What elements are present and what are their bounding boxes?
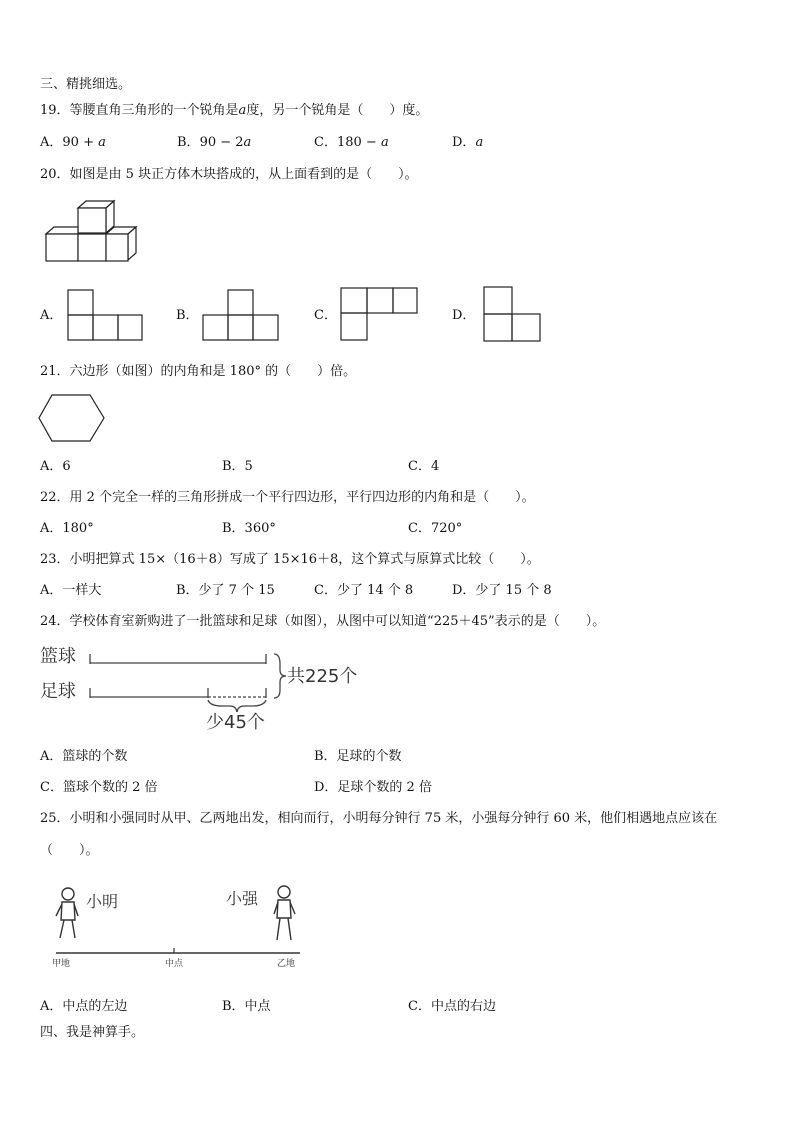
q20-option-c-figure[interactable] <box>339 286 421 344</box>
q24-option-c[interactable]: C．篮球个数的 2 倍 <box>40 780 158 795</box>
option-label: A． <box>40 135 63 150</box>
q23-option-a[interactable]: A．一样大 <box>40 583 102 598</box>
q20-option-c-label[interactable]: C． <box>314 308 337 323</box>
q20-option-b-label[interactable]: B． <box>176 308 199 323</box>
q24-less-label: 少45个 <box>206 712 265 732</box>
q21-option-c[interactable]: C．4 <box>408 459 440 474</box>
q21-option-a[interactable]: A．6 <box>40 459 71 474</box>
q19-stem-part2: 度，另一个锐角是（ ）度。 <box>246 103 429 118</box>
q24-line-diagram <box>38 642 368 732</box>
section-3-heading: 三、精挑细选。 <box>40 77 132 92</box>
q19-option-c[interactable] <box>314 135 389 151</box>
q19-stem-part1: 19．等腰直角三角形的一个锐角是 <box>40 103 239 118</box>
option-label: D． <box>452 135 476 150</box>
q20-option-a-figure[interactable] <box>66 288 144 344</box>
question-19-stem <box>40 103 428 119</box>
midpoint-label: 中点 <box>165 959 184 969</box>
q19-option-d[interactable] <box>452 135 483 151</box>
option-expr: 90 − 2 <box>199 135 244 150</box>
q22-option-c[interactable]: C．720° <box>408 521 463 536</box>
q23-option-d[interactable]: D．少了 15 个 8 <box>452 583 552 598</box>
option-var: a <box>475 135 484 150</box>
q19-option-a[interactable] <box>40 135 106 151</box>
q24-football-label: 足球 <box>40 681 76 702</box>
q24-option-d[interactable]: D．足球个数的 2 倍 <box>314 780 432 795</box>
xiaoqiang-label: 小强 <box>226 889 259 908</box>
q24-basketball-label: 篮球 <box>40 646 76 667</box>
option-label: B． <box>177 135 200 150</box>
xiaoming-figure-icon <box>56 888 78 938</box>
q23-option-c[interactable]: C．少了 14 个 8 <box>314 583 414 598</box>
option-var: a <box>380 135 389 150</box>
q25-option-a[interactable]: A．中点的左边 <box>40 999 128 1014</box>
q25-route-diagram <box>48 880 308 970</box>
q21-option-b[interactable]: B．5 <box>222 459 253 474</box>
q22-option-a[interactable]: A．180° <box>40 521 94 536</box>
q19-variable: a <box>238 103 247 118</box>
section-4-heading: 四、我是神算手。 <box>40 1025 145 1040</box>
q20-option-d-label[interactable]: D． <box>452 308 476 323</box>
q25-option-b[interactable]: B．中点 <box>222 999 271 1014</box>
option-var: a <box>243 135 252 150</box>
question-22-stem: 22．用 2 个完全一样的三角形拼成一个平行四边形，平行四边形的内角和是（ ）。 <box>40 490 535 505</box>
q24-total-label: 共225个 <box>287 666 358 687</box>
q24-option-a[interactable]: A．篮球的个数 <box>40 749 128 764</box>
question-25-stem: 25．小明和小强同时从甲、乙两地出发，相向而行，小明每分钟行 75 米，小强每分钟行 60 米，他们相遇地点应该在 <box>40 811 718 826</box>
jia-point-label: 甲地 <box>52 959 71 969</box>
question-21-stem: 21．六边形（如图）的内角和是 180° 的（ ）倍。 <box>40 364 357 379</box>
q19-option-b[interactable] <box>177 135 251 151</box>
xiaoming-label: 小明 <box>86 892 119 911</box>
q21-hexagon-figure <box>37 393 107 445</box>
option-label: C． <box>314 135 337 150</box>
option-expr: 90 + <box>62 135 99 150</box>
q20-option-b-figure[interactable] <box>201 288 281 344</box>
q20-cube-figure <box>40 198 140 268</box>
q20-option-a-label[interactable]: A． <box>40 308 63 323</box>
question-24-stem: 24．学校体育室新购进了一批篮球和足球（如图），从图中可以知道“225＋45”表示的是（ ）。 <box>40 614 606 629</box>
q22-option-b[interactable]: B．360° <box>222 521 276 536</box>
yi-point-label: 乙地 <box>277 959 296 969</box>
q23-option-b[interactable]: B．少了 7 个 15 <box>176 583 275 598</box>
q24-option-b[interactable]: B．足球的个数 <box>314 749 402 764</box>
option-expr: 180 − <box>336 135 381 150</box>
question-20-stem: 20．如图是由 5 块正方体木块搭成的，从上面看到的是（ ）。 <box>40 167 418 182</box>
q20-option-d-figure[interactable] <box>481 285 543 345</box>
xiaoqiang-figure-icon <box>274 886 295 940</box>
option-var: a <box>98 135 106 150</box>
q25-option-c[interactable]: C．中点的右边 <box>408 999 496 1014</box>
question-25-stem-cont: （ ）。 <box>40 843 99 858</box>
question-23-stem: 23．小明把算式 15×（16＋8）写成了 15×16＋8，这个算式与原算式比较（ ）。 <box>40 552 540 567</box>
